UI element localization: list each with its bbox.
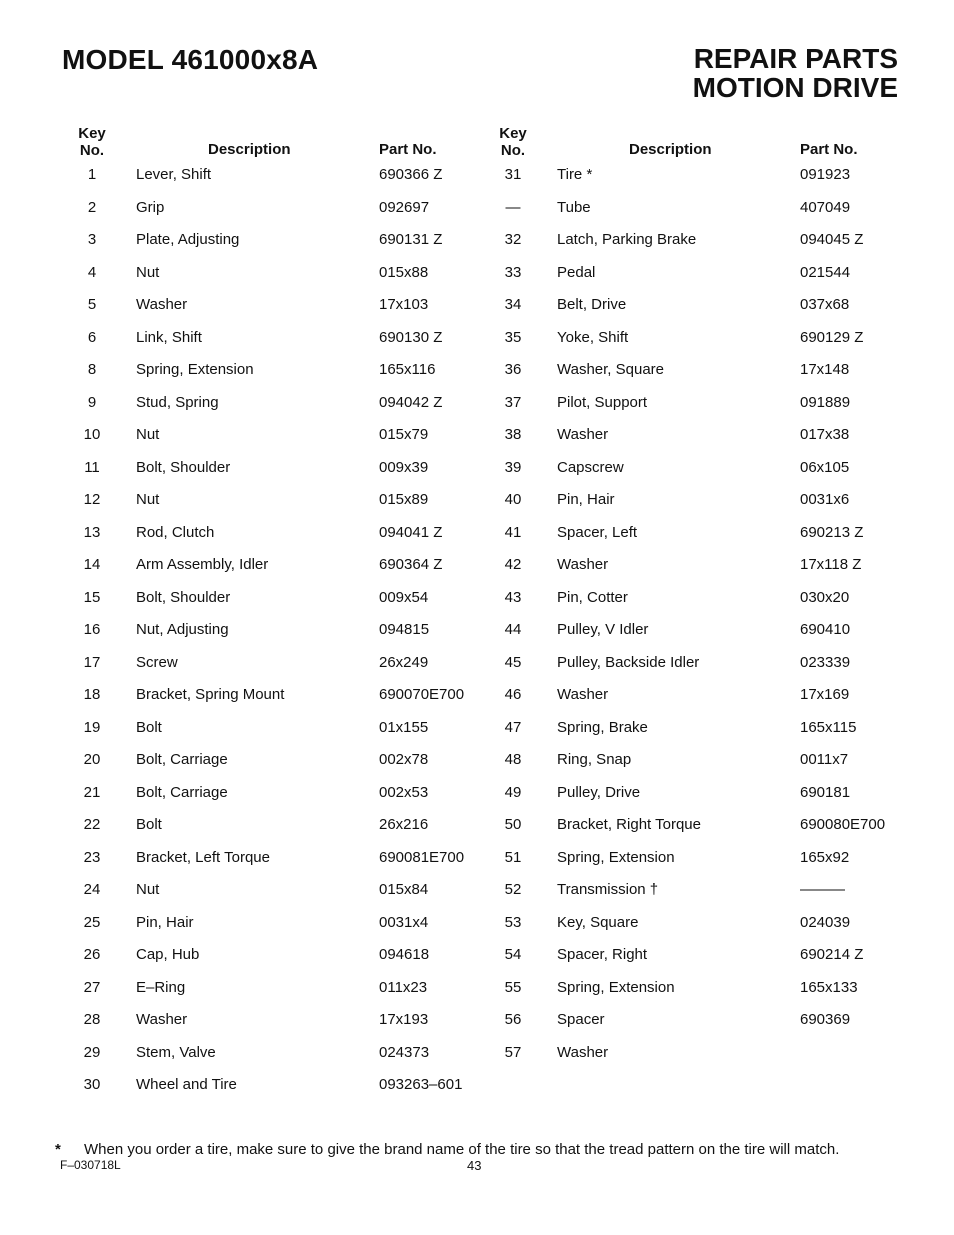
part-no-cell: 002x78 <box>379 751 429 768</box>
description-cell: Bolt <box>136 816 162 833</box>
key-no-cell: 18 <box>83 686 101 703</box>
description-cell: Bracket, Right Torque <box>557 816 701 833</box>
table-row <box>483 196 913 229</box>
key-no-cell: 16 <box>83 621 101 638</box>
table-row <box>483 878 913 911</box>
table-row <box>62 618 492 651</box>
key-no-cell: 33 <box>504 263 522 281</box>
table-row <box>483 358 913 391</box>
description-cell: Rod, Clutch <box>136 523 215 541</box>
table-row <box>483 391 913 424</box>
part-no-cell: 690214 Z <box>800 946 864 963</box>
description-cell: Bolt <box>136 718 162 736</box>
description-cell: Washer <box>136 1011 188 1028</box>
table-row <box>483 423 913 456</box>
part-no-cell: 17x148 <box>800 361 850 378</box>
description-cell: Bolt, Shoulder <box>136 458 231 476</box>
part-no-cell: 094042 Z <box>379 393 443 411</box>
key-no-cell: 54 <box>504 946 522 963</box>
footnote-marker: * <box>55 1141 61 1158</box>
footnote-text: When you order a tire, make sure to give the brand name of the tire so that the tread pattern on the tire will match. <box>84 1141 840 1158</box>
key-no-cell: 19 <box>83 718 101 736</box>
table-row <box>62 261 492 294</box>
table-row <box>62 911 492 944</box>
description-cell: Pedal <box>557 263 596 281</box>
part-no-cell: 17x118 Z <box>800 556 862 573</box>
table-row <box>62 716 492 749</box>
description-cell: Arm Assembly, Idler <box>136 556 269 573</box>
key-no-cell: 49 <box>504 783 522 801</box>
description-cell: Capscrew <box>557 458 624 476</box>
table-row <box>62 521 492 554</box>
part-no-cell: 094618 <box>379 946 430 963</box>
part-no-cell: 690070E700 <box>379 686 465 703</box>
description-cell: Stud, Spring <box>136 393 219 411</box>
description-cell: Stem, Valve <box>136 1043 216 1061</box>
part-no-cell: 0031x4 <box>379 913 429 931</box>
description-cell: Bracket, Spring Mount <box>136 686 285 703</box>
part-no-cell: 023339 <box>800 653 851 671</box>
table-row <box>62 293 492 326</box>
part-no-cell: ——— <box>800 881 845 898</box>
key-no-cell: 37 <box>504 393 522 411</box>
part-no-cell: 015x79 <box>379 426 429 443</box>
part-no-cell: 015x89 <box>379 491 429 508</box>
table-row <box>62 813 492 846</box>
model-title: MODEL 461000x8A <box>62 44 319 75</box>
description-cell: Lever, Shift <box>136 166 212 183</box>
table-row <box>62 1073 492 1106</box>
description-cell: Belt, Drive <box>557 296 627 313</box>
key-header-line2: No. <box>79 142 105 159</box>
table-row <box>483 781 913 814</box>
description-cell: Pulley, Backside Idler <box>557 653 700 671</box>
table-row <box>62 943 492 976</box>
table-row <box>62 781 492 814</box>
table-row <box>483 553 913 586</box>
table-row <box>483 261 913 294</box>
table-row <box>62 976 492 1009</box>
key-no-cell: 32 <box>504 231 522 248</box>
key-no-cell: 22 <box>83 816 101 833</box>
section-title-line1: REPAIR PARTS <box>693 43 898 74</box>
description-cell: Pin, Hair <box>136 913 194 931</box>
key-no-cell: 27 <box>83 978 101 996</box>
key-header-line2: No. <box>500 142 526 159</box>
key-no-cell: 20 <box>83 751 101 768</box>
table-row <box>483 716 913 749</box>
part-no-cell: 094815 <box>379 621 430 638</box>
key-no-cell: 35 <box>504 328 522 346</box>
table-row <box>62 196 492 229</box>
key-no-cell: 29 <box>83 1043 101 1061</box>
description-cell: Pilot, Support <box>557 393 648 411</box>
table-row <box>483 748 913 781</box>
table-row <box>62 1041 492 1074</box>
key-no-cell: 11 <box>84 458 100 476</box>
part-no-cell: 690080E700 <box>800 816 886 833</box>
key-header-line1: Key <box>78 125 106 142</box>
key-no-cell: 56 <box>504 1011 522 1028</box>
part-no-cell: 165x115 <box>800 718 857 736</box>
key-no-cell: 13 <box>83 523 101 541</box>
table-row <box>483 293 913 326</box>
table-row <box>62 586 492 619</box>
key-no-cell: 15 <box>83 588 101 606</box>
table-row <box>62 326 492 359</box>
part-no-cell: 690081E700 <box>379 848 465 866</box>
description-cell: Washer <box>557 1043 609 1061</box>
table-row <box>62 651 492 684</box>
table-body <box>62 163 492 1106</box>
part-no-cell: 009x39 <box>379 458 429 476</box>
key-no-cell: 2 <box>87 198 97 216</box>
description-cell: Screw <box>136 653 178 671</box>
table-row <box>483 456 913 489</box>
key-no-cell: 26 <box>83 946 101 963</box>
key-no-cell: 46 <box>504 686 522 703</box>
table-row <box>483 976 913 1009</box>
description-cell: Pulley, V Idler <box>557 621 649 638</box>
part-no-cell: 094041 Z <box>379 523 443 541</box>
description-cell: Bolt, Carriage <box>136 751 228 768</box>
part-no-cell: 690181 <box>800 783 851 801</box>
table-row <box>62 748 492 781</box>
part-no-cell: 037x68 <box>800 296 850 313</box>
part-no-cell: 690410 <box>800 621 851 638</box>
key-no-cell: 4 <box>87 263 97 281</box>
part-no-cell: 690364 Z <box>379 556 443 573</box>
table-row <box>62 1008 492 1041</box>
description-cell: Nut <box>136 881 160 898</box>
table-row <box>483 586 913 619</box>
description-cell: Nut <box>136 491 160 508</box>
part-no-cell: 690130 Z <box>379 328 443 346</box>
description-cell: Spacer, Right <box>557 946 648 963</box>
part-no-cell: 002x53 <box>379 783 429 801</box>
table-row <box>483 943 913 976</box>
description-cell: Nut <box>136 426 160 443</box>
table-row <box>62 683 492 716</box>
part-no-cell: 165x116 <box>379 361 436 378</box>
part-no-cell: 17x103 <box>379 296 429 313</box>
description-cell: Tube <box>557 198 591 216</box>
part-no-cell: 690131 Z <box>379 231 443 248</box>
description-cell: Washer, Square <box>557 361 664 378</box>
key-no-cell: 57 <box>504 1043 522 1061</box>
description-cell: Spring, Extension <box>557 848 675 866</box>
table-row <box>483 163 913 196</box>
key-no-cell: 25 <box>83 913 101 931</box>
key-no-cell: 34 <box>504 296 522 313</box>
part-no-cell: 0031x6 <box>800 491 850 508</box>
description-cell: Cap, Hub <box>136 946 200 963</box>
key-no-cell: 10 <box>83 426 101 443</box>
table-body <box>483 163 913 1073</box>
description-cell: E–Ring <box>136 978 186 996</box>
table-row <box>62 228 492 261</box>
description-cell: Bracket, Left Torque <box>136 848 270 866</box>
part-no-cell: 690366 Z <box>379 166 443 183</box>
description-cell: Pulley, Drive <box>557 783 641 801</box>
description-cell: Bolt, Shoulder <box>136 588 231 606</box>
key-no-cell: 21 <box>83 783 101 801</box>
part-no-header: Part No. <box>379 141 437 158</box>
part-no-header: Part No. <box>800 141 858 158</box>
document-code: F–030718L <box>60 1158 121 1172</box>
key-no-cell: 3 <box>87 231 97 248</box>
key-no-cell: 12 <box>83 491 101 508</box>
table-row <box>483 683 913 716</box>
part-no-cell: 017x38 <box>800 426 850 443</box>
part-no-cell: 091923 <box>800 166 851 183</box>
key-no-cell: 41 <box>504 523 522 541</box>
table-row <box>62 553 492 586</box>
part-no-cell: 093263–601 <box>379 1076 463 1093</box>
part-no-cell: 091889 <box>800 393 851 411</box>
table-row <box>483 911 913 944</box>
parts-table-right <box>483 125 913 1105</box>
description-cell: Link, Shift <box>136 328 202 346</box>
part-no-cell: 024373 <box>379 1043 430 1061</box>
tire-footnote <box>55 1141 839 1158</box>
table-row <box>483 813 913 846</box>
section-title-line2: MOTION DRIVE <box>692 72 898 103</box>
key-no-cell: 38 <box>504 426 522 443</box>
part-no-cell: 011x23 <box>379 978 428 996</box>
key-no-cell: 53 <box>504 913 522 931</box>
key-no-cell: 31 <box>504 166 522 183</box>
description-cell: Key, Square <box>557 913 639 931</box>
table-row <box>483 521 913 554</box>
key-header-line1: Key <box>499 125 527 142</box>
table-row <box>62 358 492 391</box>
key-no-cell: 17 <box>83 653 101 671</box>
key-no-cell: 42 <box>504 556 522 573</box>
key-no-cell: 28 <box>83 1011 101 1028</box>
part-no-cell: 165x92 <box>800 848 850 866</box>
description-cell: Transmission † <box>557 881 659 898</box>
description-cell: Pin, Cotter <box>557 588 628 606</box>
section-title <box>693 44 898 102</box>
description-cell: Pin, Hair <box>557 491 615 508</box>
key-no-cell: 39 <box>504 458 522 476</box>
table-row <box>62 163 492 196</box>
part-no-cell: 26x249 <box>379 653 429 671</box>
description-header: Description <box>208 141 291 158</box>
key-no-cell: 50 <box>504 816 522 833</box>
parts-table-left <box>62 125 492 1105</box>
key-no-cell: 45 <box>504 653 522 671</box>
part-no-cell: 06x105 <box>800 458 850 476</box>
table-row <box>62 846 492 879</box>
part-no-cell: 030x20 <box>800 588 850 606</box>
description-cell: Spring, Extension <box>136 361 254 378</box>
key-no-cell: 23 <box>83 848 101 866</box>
part-no-cell: 26x216 <box>379 816 429 833</box>
part-no-cell: 092697 <box>379 198 430 216</box>
description-cell: Spring, Extension <box>557 978 675 996</box>
table-row <box>62 456 492 489</box>
part-no-cell: 021544 <box>800 263 851 281</box>
description-cell: Spring, Brake <box>557 718 648 736</box>
key-no-cell: — <box>505 198 521 216</box>
table-row <box>483 488 913 521</box>
part-no-cell: 024039 <box>800 913 851 931</box>
key-no-cell: 43 <box>504 588 522 606</box>
key-no-cell: 51 <box>504 848 522 866</box>
table-row <box>483 326 913 359</box>
part-no-cell: 17x169 <box>800 686 850 703</box>
description-cell: Spacer <box>557 1011 605 1028</box>
description-cell: Plate, Adjusting <box>136 231 240 248</box>
table-row <box>483 1008 913 1041</box>
key-no-cell: 9 <box>87 393 97 411</box>
description-cell: Grip <box>136 198 165 216</box>
table-row <box>62 878 492 911</box>
description-cell: Bolt, Carriage <box>136 783 228 801</box>
part-no-cell: 0011x7 <box>800 751 849 768</box>
key-no-cell: 36 <box>504 361 522 378</box>
table-header <box>483 125 913 161</box>
part-no-cell: 690369 <box>800 1011 851 1028</box>
table-row <box>62 391 492 424</box>
key-no-cell: 48 <box>504 751 522 768</box>
key-no-cell: 14 <box>83 556 101 573</box>
part-no-cell: 690129 Z <box>800 328 864 346</box>
key-no-cell: 1 <box>87 166 97 183</box>
key-no-cell: 52 <box>504 881 522 898</box>
description-cell: Latch, Parking Brake <box>557 231 697 248</box>
key-no-cell: 8 <box>87 361 97 378</box>
table-row <box>483 228 913 261</box>
part-no-cell: 015x84 <box>379 881 429 898</box>
key-no-header <box>62 125 122 159</box>
table-row <box>62 488 492 521</box>
page-number: 43 <box>467 1158 482 1173</box>
part-no-cell: 17x193 <box>379 1011 429 1028</box>
key-no-cell: 30 <box>83 1076 101 1093</box>
table-row <box>62 423 492 456</box>
part-no-cell: 01x155 <box>379 718 429 736</box>
part-no-cell: 015x88 <box>379 263 429 281</box>
part-no-cell: 407049 <box>800 198 851 216</box>
key-no-cell: 6 <box>87 328 97 346</box>
description-header: Description <box>629 141 712 158</box>
part-no-cell: 094045 Z <box>800 231 864 248</box>
description-cell: Ring, Snap <box>557 751 632 768</box>
key-no-cell: 24 <box>83 881 101 898</box>
description-cell: Nut <box>136 263 160 281</box>
key-no-cell: 47 <box>504 718 522 736</box>
description-cell: Yoke, Shift <box>557 328 629 346</box>
part-no-cell: 009x54 <box>379 588 429 606</box>
description-cell: Spacer, Left <box>557 523 638 541</box>
table-row <box>483 846 913 879</box>
description-cell: Nut, Adjusting <box>136 621 229 638</box>
description-cell: Washer <box>557 426 609 443</box>
key-no-cell: 55 <box>504 978 522 996</box>
description-cell: Wheel and Tire <box>136 1076 237 1093</box>
part-no-cell: 690213 Z <box>800 523 864 541</box>
part-no-cell: 165x133 <box>800 978 858 996</box>
key-no-header <box>483 125 543 159</box>
table-row <box>483 618 913 651</box>
table-row <box>483 651 913 684</box>
table-row <box>483 1041 913 1074</box>
description-cell: Washer <box>557 686 609 703</box>
table-header <box>62 125 492 161</box>
description-cell: Tire * <box>557 166 593 183</box>
key-no-cell: 44 <box>504 621 522 638</box>
description-cell: Washer <box>557 556 609 573</box>
key-no-cell: 40 <box>504 491 522 508</box>
key-no-cell: 5 <box>87 296 97 313</box>
description-cell: Washer <box>136 296 188 313</box>
